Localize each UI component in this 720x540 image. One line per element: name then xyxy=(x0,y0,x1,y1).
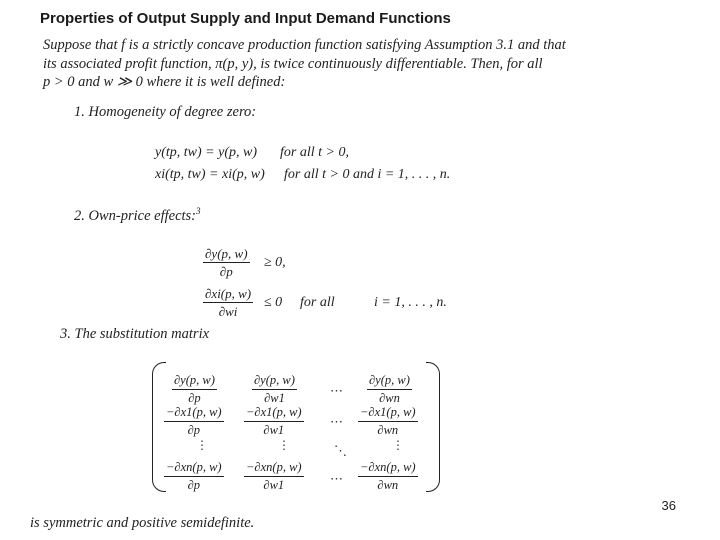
conclusion-text: is symmetric and positive semidefinite. xyxy=(30,515,255,531)
homogeneity-eq-input-condition: for all t > 0 and i = 1, . . . , n. xyxy=(284,167,451,182)
fraction-denominator: ∂wi xyxy=(218,304,238,319)
own-price-input-relation: ≤ 0 xyxy=(264,295,283,310)
matrix-entry-r2-c4 xyxy=(358,405,418,438)
matrix-denominator: ∂w1 xyxy=(264,391,285,405)
fraction-numerator: ∂xi(p, w) xyxy=(205,286,252,301)
matrix-hdots-r2: ⋯ xyxy=(330,414,343,429)
matrix-vdots-c4: ⋮ xyxy=(392,438,404,452)
matrix-denominator: ∂w1 xyxy=(263,423,285,437)
matrix-denominator: ∂wn xyxy=(379,391,400,405)
matrix-entry-r2-c1 xyxy=(164,405,224,438)
own-price-input-condition: for all xyxy=(300,295,335,310)
matrix-vdots-c2: ⋮ xyxy=(278,438,290,452)
matrix-hdots-r4: ⋯ xyxy=(330,471,343,486)
matrix-numerator: −∂x1(p, w) xyxy=(358,405,418,422)
homogeneity-eq-output-condition: for all t > 0, xyxy=(280,145,349,160)
matrix-entry-r4-c4 xyxy=(358,460,418,493)
matrix-entry-r4-c2 xyxy=(244,460,304,493)
matrix-numerator: ∂y(p, w) xyxy=(367,373,412,390)
matrix-numerator: −∂xn(p, w) xyxy=(244,460,304,477)
item-own-price-heading xyxy=(74,206,201,225)
homogeneity-eq-output: y(tp, tw) = y(p, w) xyxy=(155,145,257,160)
matrix-denominator: ∂p xyxy=(188,391,201,405)
matrix-numerator: ∂y(p, w) xyxy=(172,373,217,390)
page-number: 36 xyxy=(661,498,676,513)
matrix-entry-r2-c2 xyxy=(244,405,304,438)
matrix-entry-r1-c4 xyxy=(367,373,412,406)
fraction-dxi-dwi xyxy=(203,286,253,319)
fraction-denominator: ∂p xyxy=(219,264,233,279)
matrix-numerator: −∂xn(p, w) xyxy=(164,460,224,477)
matrix-ddots: ⋱ xyxy=(334,443,347,458)
matrix-denominator: ∂wn xyxy=(377,478,399,492)
matrix-denominator: ∂p xyxy=(187,423,200,437)
intro-line-3: p > 0 and w ≫ 0 where it is well defined: xyxy=(43,74,286,90)
matrix-right-parenthesis xyxy=(426,362,440,492)
homogeneity-eq-input: xi(tp, tw) = xi(p, w) xyxy=(155,167,265,182)
matrix-entry-r4-c1 xyxy=(164,460,224,493)
item-homogeneity-heading: 1. Homogeneity of degree zero: xyxy=(74,104,257,120)
page-title: Properties of Output Supply and Input Demand Functions xyxy=(40,10,451,27)
matrix-denominator: ∂w1 xyxy=(263,478,285,492)
fraction-dy-dp xyxy=(203,246,250,279)
matrix-entry-r1-c1 xyxy=(172,373,217,406)
intro-line-2: its associated profit function, π(p, y), is twice continuously differentiable. Then, for all xyxy=(43,56,543,72)
own-price-input-range: i = 1, . . . , n. xyxy=(374,295,447,310)
intro-line-1: Suppose that f is a strictly concave production function satisfying Assumption 3.1 and that xyxy=(43,37,566,53)
own-price-label: 2. Own-price effects: xyxy=(74,207,197,224)
footnote-marker: 3 xyxy=(196,206,201,216)
matrix-denominator: ∂wn xyxy=(377,423,399,437)
matrix-vdots-c1: ⋮ xyxy=(196,438,208,452)
own-price-output-relation: ≥ 0, xyxy=(264,255,286,270)
matrix-numerator: −∂xn(p, w) xyxy=(358,460,418,477)
matrix-denominator: ∂p xyxy=(187,478,200,492)
matrix-numerator: ∂y(p, w) xyxy=(252,373,297,390)
matrix-entry-r1-c2 xyxy=(252,373,297,406)
matrix-hdots-r1: ⋯ xyxy=(330,383,343,398)
item-substitution-heading: 3. The substitution matrix xyxy=(60,326,210,342)
matrix-numerator: −∂x1(p, w) xyxy=(244,405,304,422)
matrix-numerator: −∂x1(p, w) xyxy=(164,405,224,422)
fraction-numerator: ∂y(p, w) xyxy=(205,246,248,261)
